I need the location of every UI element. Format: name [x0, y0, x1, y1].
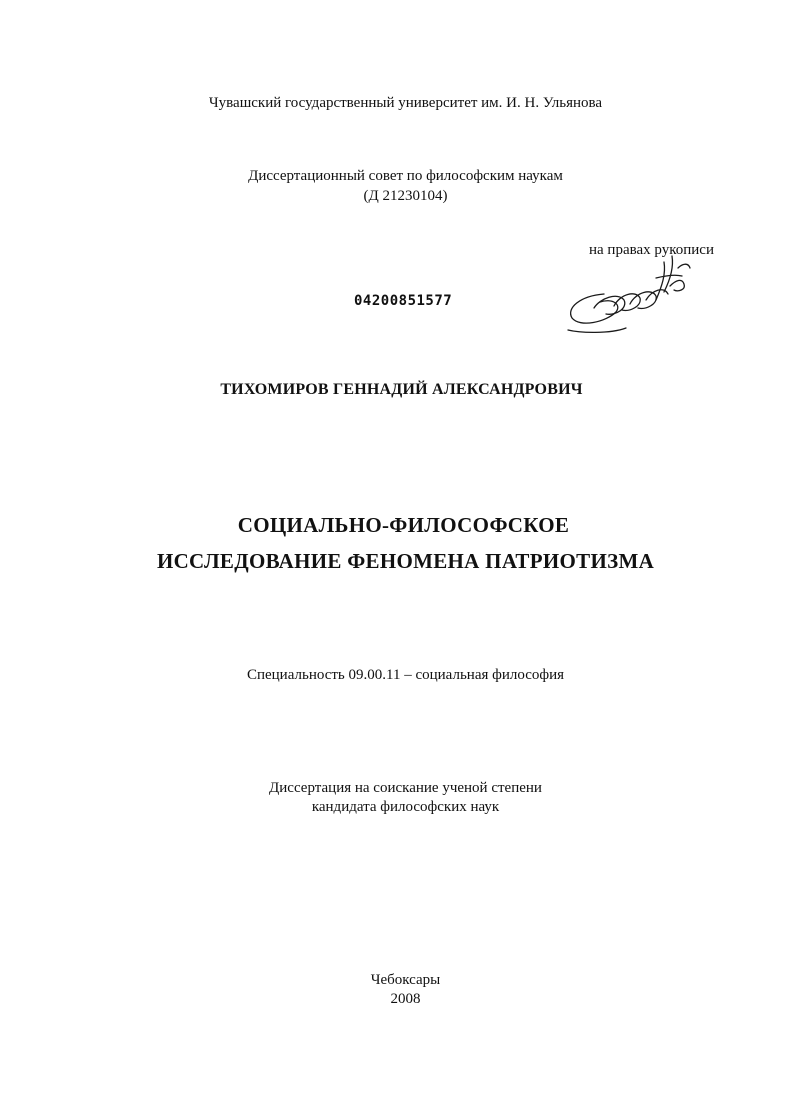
dissertation-title-line-1: СОЦИАЛЬНО-ФИЛОСОФСКОЕ: [237, 513, 570, 537]
manuscript-note: на правах рукописи: [589, 242, 714, 258]
year: 2008: [390, 991, 421, 1007]
degree-line-2: кандидата философских наук: [311, 799, 500, 815]
university-name: Чувашский государственный университет им. И. Н. Ульянова: [208, 95, 603, 111]
city: Чебоксары: [370, 972, 441, 988]
dissertation-title-line-2: ИССЛЕДОВАНИЕ ФЕНОМЕНА ПАТРИОТИЗМА: [156, 549, 655, 573]
specialty: Специальность 09.00.11 – социальная философия: [246, 667, 565, 683]
author-name: ТИХОМИРОВ ГЕННАДИЙ АЛЕКСАНДРОВИЧ: [220, 381, 583, 398]
signature-icon: [560, 238, 700, 338]
barcode-number: 04200851577: [354, 293, 453, 309]
degree-line-1: Диссертация на соискание ученой степени: [269, 780, 542, 796]
council-code: (Д 21230104): [363, 188, 448, 204]
council-name: Диссертационный совет по философским наукам: [248, 168, 563, 184]
